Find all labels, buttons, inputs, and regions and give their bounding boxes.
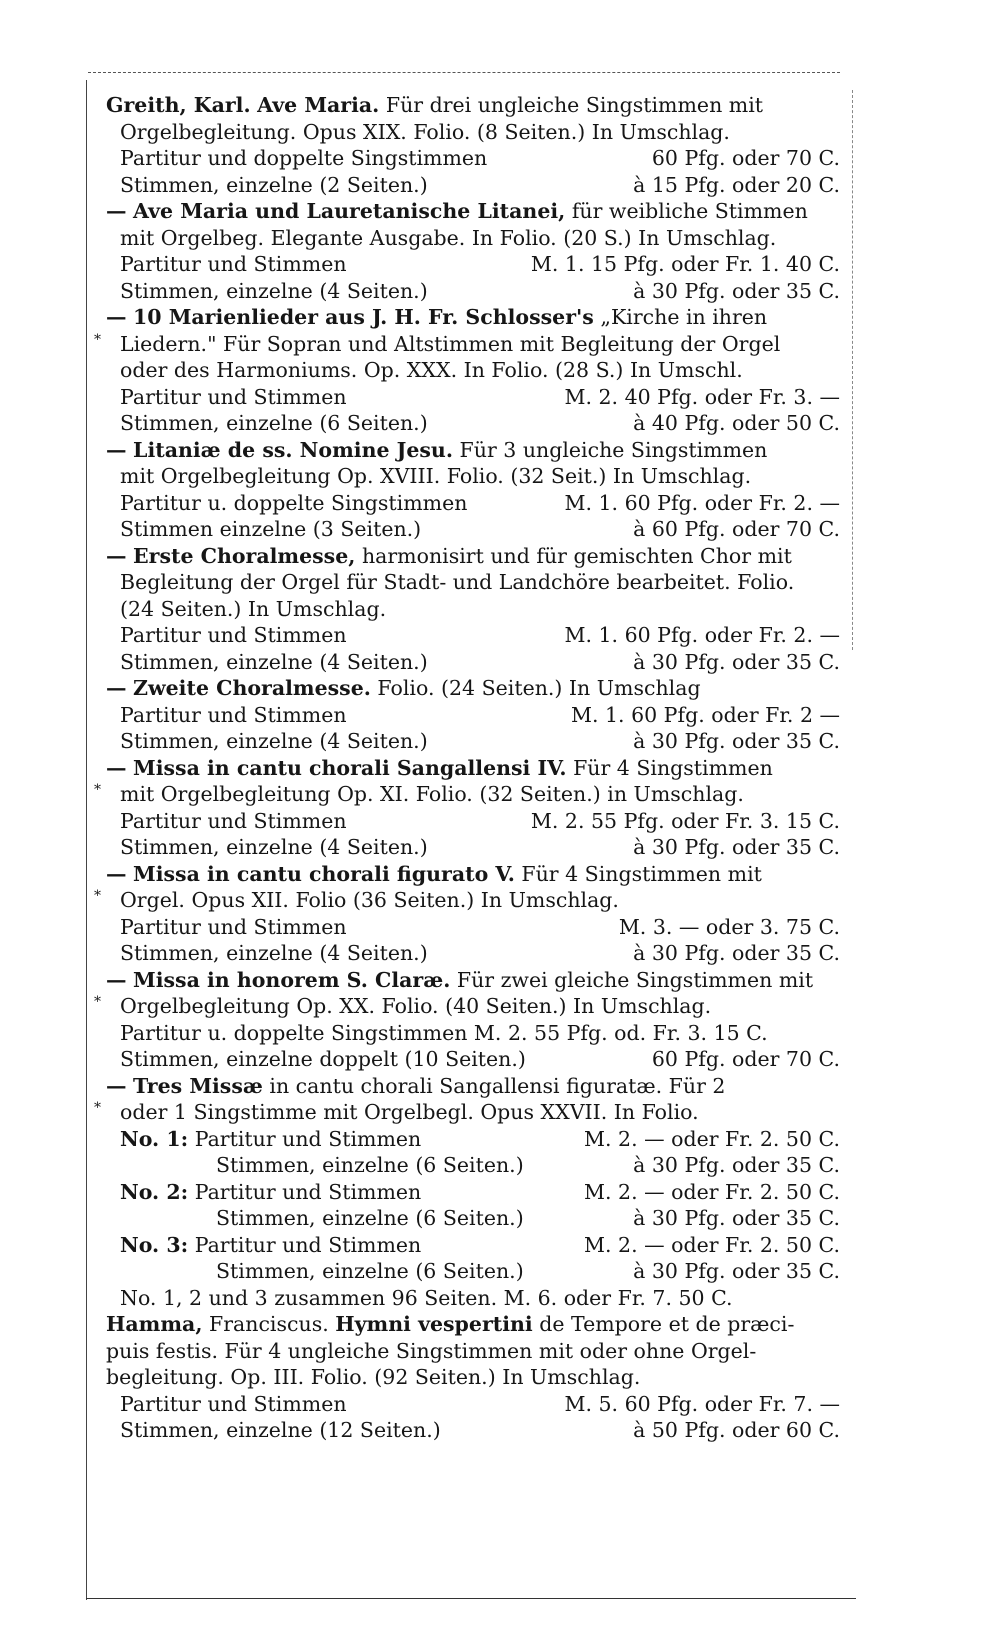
entry-dash: — <box>106 437 127 462</box>
catalog-line <box>104 649 840 676</box>
entry-text: Stimmen, einzelne (6 Seiten.) <box>216 1153 524 1177</box>
catalog-line <box>94 331 840 358</box>
catalog-line <box>104 834 840 861</box>
entry-text: Partitur und Stimmen <box>120 623 347 647</box>
entry-text: Partitur und Stimmen <box>120 808 347 833</box>
price: à 60 Pfg. oder 70 C. <box>633 517 840 541</box>
catalog-line <box>104 808 840 835</box>
catalog-line <box>104 198 840 225</box>
work-title: Erste Choralmesse, <box>133 543 356 568</box>
entry-text: Für 4 Singstimmen <box>573 755 773 780</box>
entry-text: puis festis. Für 4 ungleiche Singstimmen mit oder ohne Orgel- <box>106 1338 757 1363</box>
catalog-line <box>104 225 840 252</box>
entry-text: Partitur und doppelte Singstimmen <box>120 146 488 170</box>
entry-text: Für 4 Singstimmen mit <box>521 861 762 886</box>
catalog-line <box>104 755 840 782</box>
composer-firstname: Franciscus. <box>209 1312 329 1336</box>
catalog-line <box>104 1311 840 1338</box>
work-title: Missa in cantu chorali Sangallensi IV. <box>133 755 567 780</box>
part-number: No. 3: <box>120 1232 189 1257</box>
part-number: No. 1: <box>120 1126 189 1151</box>
work-title: Litaniæ de ss. Nomine Jesu. <box>133 437 453 462</box>
entry-text: oder des Harmoniums. Op. XXX. In Folio. (28 S.) In Umschl. <box>120 358 743 382</box>
price: à 50 Pfg. oder 60 C. <box>633 1418 840 1442</box>
catalog-line <box>104 1338 840 1365</box>
entry-text: Partitur und Stimmen <box>194 1179 422 1204</box>
entry-text: (24 Seiten.) In Umschlag. <box>120 596 387 621</box>
entry-dash: — <box>106 676 127 700</box>
catalog-line <box>104 675 840 702</box>
composer-name: Greith, Karl. <box>106 93 251 117</box>
catalog-line <box>104 543 840 570</box>
price: M. 3. — oder 3. 75 C. <box>618 914 840 939</box>
price: 60 Pfg. oder 70 C. <box>651 146 840 170</box>
entry-text: Partitur u. doppelte Singstimmen M. 2. 55 Pfg. od. Fr. 3. 15 C. <box>120 1020 768 1045</box>
catalog-line <box>94 1099 840 1126</box>
footnote-mark: * <box>94 888 101 904</box>
price: M. 1. 60 Pfg. oder Fr. 2. — <box>564 623 840 647</box>
price: M. 2. 40 Pfg. oder Fr. 3. — <box>564 384 840 409</box>
entry-text: mit Orgelbeg. Elegante Ausgabe. In Folio. (20 S.) In Umschlag. <box>120 225 777 250</box>
catalog-line <box>104 1020 840 1047</box>
entry-text: in cantu chorali Sangallensi figuratæ. Für 2 <box>269 1073 726 1098</box>
entry-text: mit Orgelbegleitung Op. XI. Folio. (32 Seiten.) in Umschlag. <box>120 782 744 806</box>
work-title: Zweite Choralmesse. <box>133 676 371 700</box>
entry-text: Stimmen, einzelne (12 Seiten.) <box>120 1418 441 1442</box>
price: M. 1. 15 Pfg. oder Fr. 1. 40 C. <box>530 252 840 276</box>
catalog-line <box>104 1126 840 1153</box>
catalog-line <box>104 1285 840 1312</box>
catalog-line <box>104 251 840 278</box>
entry-text: oder 1 Singstimme mit Orgelbegl. Opus XXVII. In Folio. <box>120 1100 699 1124</box>
work-title: 10 Marienlieder aus J. H. Fr. Schlosser's <box>133 305 594 329</box>
catalog-line <box>94 993 840 1020</box>
catalog-line <box>104 172 840 199</box>
price: à 30 Pfg. oder 35 C. <box>633 1153 840 1177</box>
catalog-line <box>104 384 840 411</box>
entry-text: Orgelbegleitung Op. XX. Folio. (40 Seiten.) In Umschlag. <box>120 994 712 1018</box>
entry-text: Stimmen, einzelne (4 Seiten.) <box>120 835 428 859</box>
entry-text: Orgelbegleitung. Opus XIX. Folio. (8 Seiten.) In Umschlag. <box>120 119 730 144</box>
bottom-rule <box>86 1598 856 1599</box>
catalog-line <box>104 914 840 941</box>
catalog-line <box>104 1391 840 1418</box>
footnote-mark: * <box>94 1100 101 1116</box>
entry-text: Stimmen, einzelne (6 Seiten.) <box>120 411 428 435</box>
price: M. 1. 60 Pfg. oder Fr. 2 — <box>570 702 840 727</box>
catalog-line <box>104 145 840 172</box>
entry-text: Stimmen, einzelne (2 Seiten.) <box>120 172 428 197</box>
entry-text: Partitur und Stimmen <box>194 1126 422 1151</box>
catalog-line <box>104 463 840 490</box>
catalog-line <box>104 357 840 384</box>
top-rule <box>88 72 840 73</box>
left-rule <box>86 80 87 1600</box>
entry-text: harmonisirt und für gemischten Chor mit <box>361 543 792 568</box>
catalog-line <box>104 622 840 649</box>
price: à 40 Pfg. oder 50 C. <box>633 411 840 435</box>
entry-dash: — <box>106 1073 127 1098</box>
work-title: Missa in honorem S. Claræ. <box>133 967 451 992</box>
entry-text: Partitur und Stimmen <box>120 702 347 727</box>
catalog-line <box>104 1364 840 1391</box>
catalog-line <box>104 1232 840 1259</box>
footnote-mark: * <box>94 331 101 348</box>
work-title: Hymni vespertini <box>335 1312 533 1336</box>
catalog-line <box>104 437 840 464</box>
entry-text: für weibliche Stimmen <box>571 199 808 223</box>
part-number: No. 2: <box>120 1179 189 1204</box>
work-title: Tres Missæ <box>133 1073 263 1098</box>
entry-text: Für drei ungleiche Singstimmen mit <box>385 93 764 117</box>
catalog-line <box>104 1258 840 1285</box>
entry-text: Stimmen einzelne (3 Seiten.) <box>120 517 422 541</box>
work-title: Ave Maria. <box>257 93 380 117</box>
catalog-line <box>104 728 840 755</box>
catalog-line <box>104 940 840 967</box>
catalog-line <box>104 569 840 596</box>
catalog-line <box>94 781 840 808</box>
footnote-mark: * <box>94 782 101 798</box>
price: M. 5. 60 Pfg. oder Fr. 7. — <box>564 1391 840 1416</box>
catalog-line <box>104 861 840 888</box>
catalog-line <box>104 1205 840 1232</box>
catalog-line <box>104 1152 840 1179</box>
entry-text: Liedern." Für Sopran und Altstimmen mit Begleitung der Orgel <box>120 331 781 356</box>
catalog-line <box>104 1073 840 1100</box>
entry-text: Stimmen, einzelne (4 Seiten.) <box>120 941 428 965</box>
entry-text: Stimmen, einzelne (6 Seiten.) <box>216 1259 524 1283</box>
entry-text: Begleitung der Orgel für Stadt- und Landchöre bearbeitet. Folio. <box>120 570 795 594</box>
price: M. 2. — oder Fr. 2. 50 C. <box>584 1126 840 1151</box>
entry-text: Stimmen, einzelne (4 Seiten.) <box>120 278 428 303</box>
catalog-line <box>104 702 840 729</box>
price: M. 2. — oder Fr. 2. 50 C. <box>584 1179 840 1204</box>
footnote-mark: * <box>94 994 101 1010</box>
entry-text: Folio. (24 Seiten.) In Umschlag <box>377 676 701 700</box>
price: à 30 Pfg. oder 35 C. <box>633 729 840 753</box>
entry-dash: — <box>106 543 127 568</box>
price: à 15 Pfg. oder 20 C. <box>633 172 840 197</box>
composer-name: Hamma, <box>106 1312 203 1336</box>
entry-text: Stimmen, einzelne (4 Seiten.) <box>120 729 428 753</box>
entry-text: No. 1, 2 und 3 zusammen 96 Seiten. M. 6. oder Fr. 7. 50 C. <box>120 1285 733 1310</box>
entry-text: Für zwei gleiche Singstimmen mit <box>456 967 814 992</box>
catalog-line <box>104 410 840 437</box>
price: à 30 Pfg. oder 35 C. <box>633 1206 840 1230</box>
catalog-line <box>104 1179 840 1206</box>
price: à 30 Pfg. oder 35 C. <box>633 1259 840 1283</box>
catalog-line <box>94 887 840 914</box>
entry-dash: — <box>106 967 127 992</box>
price: 60 Pfg. oder 70 C. <box>651 1047 840 1071</box>
catalog-line <box>104 596 840 623</box>
catalog-entries <box>94 92 840 1444</box>
catalog-line <box>104 516 840 543</box>
entry-text: Stimmen, einzelne (4 Seiten.) <box>120 649 428 674</box>
catalog-line <box>104 1417 840 1444</box>
entry-text: Stimmen, einzelne (6 Seiten.) <box>216 1206 524 1230</box>
work-title: Ave Maria und Lauretanische Litanei, <box>133 199 566 223</box>
entry-text: Orgel. Opus XII. Folio (36 Seiten.) In Umschlag. <box>120 888 619 912</box>
catalog-line <box>104 92 840 119</box>
price: à 30 Pfg. oder 35 C. <box>633 941 840 965</box>
entry-text: Stimmen, einzelne doppelt (10 Seiten.) <box>120 1047 526 1071</box>
catalog-line <box>104 490 840 517</box>
entry-text: Für 3 ungleiche Singstimmen <box>459 437 768 462</box>
catalog-line <box>104 119 840 146</box>
catalog-line <box>104 1046 840 1073</box>
right-rule <box>852 90 853 650</box>
entry-dash: — <box>106 199 127 223</box>
catalog-line <box>104 278 840 305</box>
entry-text: Partitur und Stimmen <box>120 1391 347 1416</box>
entry-text: mit Orgelbegleitung Op. XVIII. Folio. (32 Seit.) In Umschlag. <box>120 464 752 488</box>
entry-text: Partitur und Stimmen <box>120 914 347 939</box>
catalog-line <box>104 967 840 994</box>
entry-text: „Kirche in ihren <box>600 305 768 329</box>
price: à 30 Pfg. oder 35 C. <box>633 835 840 859</box>
entry-text: Partitur u. doppelte Singstimmen <box>120 490 468 515</box>
price: M. 2. 55 Pfg. oder Fr. 3. 15 C. <box>530 808 840 833</box>
catalog-line <box>104 304 840 331</box>
entry-dash: — <box>106 755 127 780</box>
entry-dash: — <box>106 305 127 329</box>
price: à 30 Pfg. oder 35 C. <box>633 278 840 303</box>
work-title: Missa in cantu chorali figurato V. <box>133 861 515 886</box>
price: M. 1. 60 Pfg. oder Fr. 2. — <box>564 490 840 515</box>
price: à 30 Pfg. oder 35 C. <box>633 649 840 674</box>
entry-dash: — <box>106 861 127 886</box>
entry-text: Partitur und Stimmen <box>194 1232 422 1257</box>
price: M. 2. — oder Fr. 2. 50 C. <box>584 1232 840 1257</box>
entry-text: begleitung. Op. III. Folio. (92 Seiten.) In Umschlag. <box>106 1365 641 1389</box>
entry-text: Partitur und Stimmen <box>120 384 347 409</box>
entry-text: Partitur und Stimmen <box>120 252 347 276</box>
entry-text: de Tempore et de præci- <box>539 1312 795 1336</box>
